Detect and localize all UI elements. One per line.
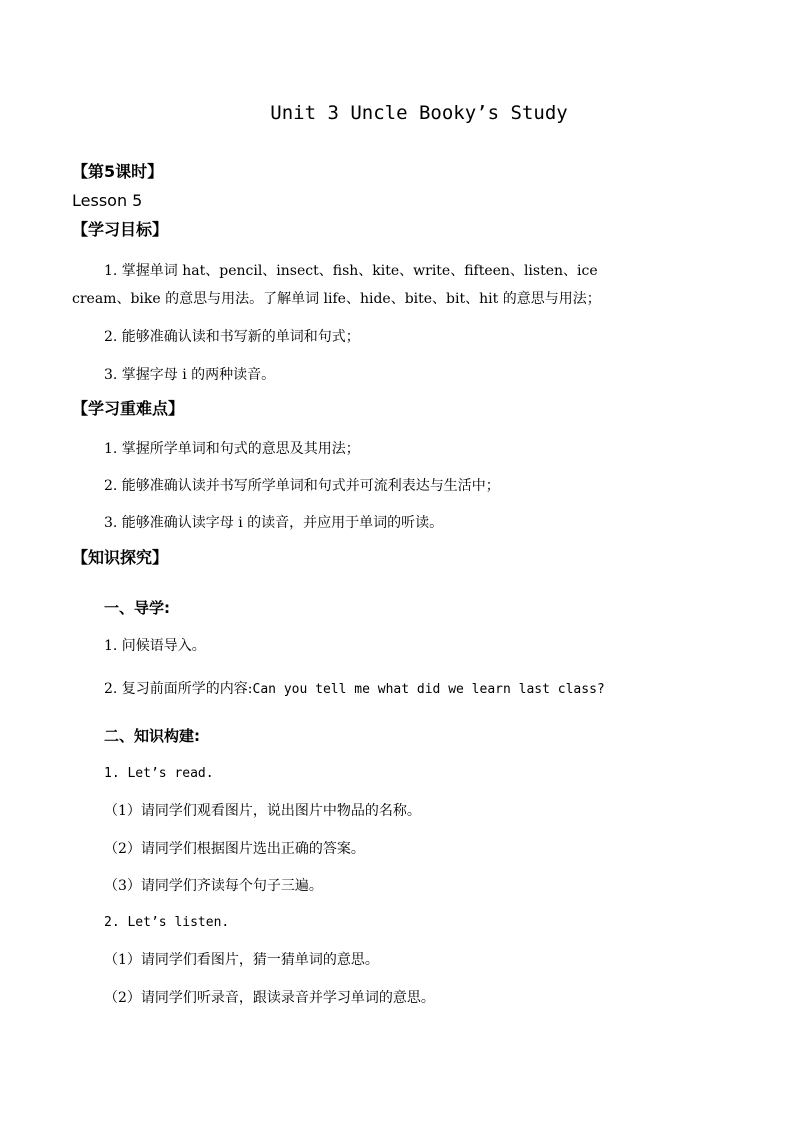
part-1-item-2-prefix: 2. 复习前面所学的内容: — [104, 681, 253, 697]
read-step-3: （3）请同学们齐读每个句子三遍。 — [104, 878, 323, 894]
part-1-item-1: 1. 问候语导入。 — [104, 638, 206, 654]
part-1-item-2 — [104, 680, 605, 699]
goals-item-1-line-1: 1. 掌握单词 hat、pencil、insect、fish、kite、write、fifteen、listen、ice — [104, 263, 598, 279]
goals-item-1-line-2: cream、bike 的意思与用法。了解单词 life、hide、bite、bit、hit 的意思与用法； — [72, 291, 601, 307]
listen-step-1: （1）请同学们看图片，猜一猜单词的意思。 — [104, 952, 379, 968]
goals-item-3: 3. 掌握字母 i 的两种读音。 — [104, 367, 276, 383]
key-points-item-1: 1. 掌握所学单词和句式的意思及其用法； — [104, 441, 360, 457]
goals-item-2: 2. 能够准确认读和书写新的单词和句式； — [104, 329, 360, 345]
key-points-heading: 【学习重难点】 — [72, 399, 185, 418]
part-2-heading: 二、知识构建: — [104, 727, 200, 745]
key-points-item-3: 3. 能够准确认读字母 i 的读音，并应用于单词的听读。 — [104, 515, 444, 531]
lesson-tag: 【第5课时】 — [72, 162, 164, 181]
read-step-1: （1）请同学们观看图片，说出图片中物品的名称。 — [104, 803, 421, 819]
part-1-item-2-text: Can you tell me what did we learn last class? — [252, 682, 605, 697]
lesson-name: Lesson 5 — [72, 191, 143, 210]
key-points-item-2: 2. 能够准确认读并书写所学单词和句式并可流利表达与生活中； — [104, 478, 500, 494]
document-title: Unit 3 Uncle Booky’s Study — [270, 102, 568, 124]
explore-heading: 【知识探究】 — [72, 548, 169, 567]
listen-title: 2. Let’s listen. — [104, 915, 230, 930]
read-step-2: （2）请同学们根据图片选出正确的答案。 — [104, 841, 365, 857]
listen-step-2: （2）请同学们听录音，跟读录音并学习单词的意思。 — [104, 990, 435, 1006]
part-1-heading: 一、导学: — [104, 599, 170, 617]
read-title: 1. Let’s read. — [104, 766, 214, 781]
goals-heading: 【学习目标】 — [72, 220, 169, 239]
